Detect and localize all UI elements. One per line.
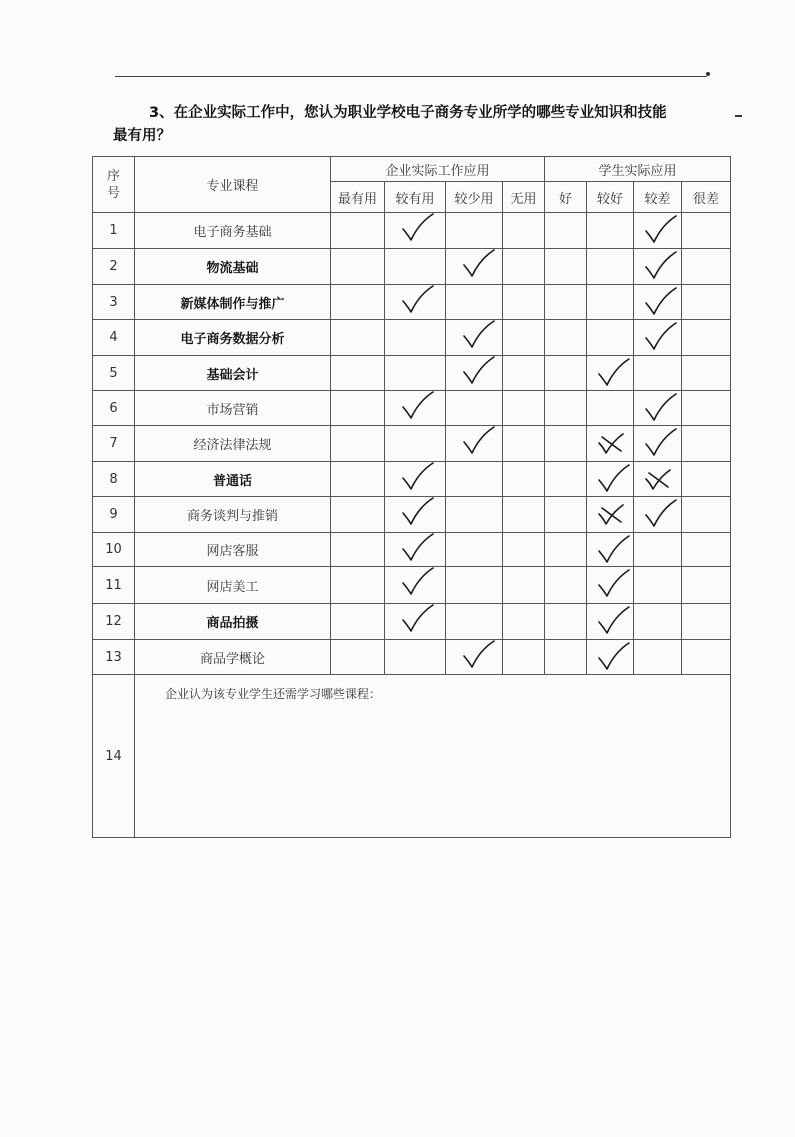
check-mark-icon: [642, 393, 682, 423]
check-mark-icon: [642, 428, 682, 458]
student-cell: [634, 356, 682, 391]
col-header-very-poor: 很差: [682, 182, 731, 213]
student-cell: [682, 249, 731, 285]
student-cell: [587, 356, 634, 391]
enterprise-cell: [446, 356, 503, 391]
enterprise-cell: [446, 285, 503, 320]
student-cell: [545, 320, 587, 356]
check-mark-icon: [642, 322, 682, 352]
row-number: 5: [93, 356, 135, 391]
course-name: 电子商务基础: [135, 213, 331, 249]
check-mark-icon: [595, 464, 635, 494]
check-mark-icon: [595, 358, 635, 388]
student-cell: [587, 533, 634, 567]
row-number: 13: [93, 640, 135, 675]
student-cell: [545, 497, 587, 533]
student-cell: [634, 249, 682, 285]
course-name: 物流基础: [135, 249, 331, 285]
table-row: [93, 213, 731, 249]
student-cell: [545, 249, 587, 285]
enterprise-cell: [331, 213, 385, 249]
col-header-fairly-useful: 较有用: [385, 182, 446, 213]
enterprise-cell: [503, 604, 545, 640]
question-line-2: 最有用？: [113, 128, 171, 144]
enterprise-cell: [503, 213, 545, 249]
student-cell: [545, 356, 587, 391]
row-number: 1: [93, 213, 135, 249]
enterprise-cell: [503, 356, 545, 391]
table-row: [93, 533, 731, 567]
student-cell: [634, 604, 682, 640]
check-mark-icon: [595, 606, 635, 636]
student-cell: [634, 391, 682, 426]
enterprise-cell: [385, 497, 446, 533]
col-header-fairly-poor: 较差: [634, 182, 682, 213]
table-row: [93, 249, 731, 285]
check-mark-icon: [399, 533, 439, 563]
check-mark-icon: [595, 569, 635, 599]
student-cell: [545, 426, 587, 462]
course-name: 市场营销: [135, 391, 331, 426]
student-cell: [587, 249, 634, 285]
row-number: 9: [93, 497, 135, 533]
course-survey-table: [92, 156, 731, 838]
enterprise-cell: [503, 533, 545, 567]
enterprise-cell: [446, 640, 503, 675]
check-mark-icon: [399, 497, 439, 527]
enterprise-cell: [331, 320, 385, 356]
question-text: [113, 102, 733, 148]
check-mark-icon: [399, 462, 439, 492]
student-cell: [587, 567, 634, 604]
enterprise-cell: [385, 567, 446, 604]
check-mark-icon: [595, 642, 635, 672]
enterprise-cell: [446, 462, 503, 497]
row-number: 4: [93, 320, 135, 356]
enterprise-cell: [385, 640, 446, 675]
enterprise-cell: [331, 567, 385, 604]
col-header-useless: 无用: [503, 182, 545, 213]
col-header-less-used: 较少用: [446, 182, 503, 213]
enterprise-cell: [331, 604, 385, 640]
top-dot-mark: [706, 72, 710, 76]
seq-header-text: 序号: [106, 168, 120, 201]
table-row: [93, 462, 731, 497]
student-cell: [634, 497, 682, 533]
student-cell: [545, 567, 587, 604]
additional-courses-cell: [135, 675, 731, 838]
enterprise-cell: [331, 391, 385, 426]
enterprise-cell: [503, 462, 545, 497]
student-cell: [634, 533, 682, 567]
crossed-out-check-icon: [640, 465, 680, 495]
enterprise-cell: [331, 249, 385, 285]
student-cell: [587, 320, 634, 356]
student-cell: [634, 640, 682, 675]
student-cell: [587, 604, 634, 640]
course-name: 电子商务数据分析: [135, 320, 331, 356]
student-cell: [682, 426, 731, 462]
col-header-most-useful: 最有用: [331, 182, 385, 213]
enterprise-cell: [331, 285, 385, 320]
header-row-1: [93, 157, 731, 182]
student-cell: [634, 285, 682, 320]
course-name: 商品学概论: [135, 640, 331, 675]
student-cell: [682, 356, 731, 391]
enterprise-cell: [503, 426, 545, 462]
student-cell: [545, 604, 587, 640]
student-cell: [634, 213, 682, 249]
course-name: 网店客服: [135, 533, 331, 567]
row-number: 11: [93, 567, 135, 604]
enterprise-cell: [385, 533, 446, 567]
enterprise-cell: [446, 533, 503, 567]
course-name: 基础会计: [135, 356, 331, 391]
table-row-additional-courses: [93, 675, 731, 838]
crossed-out-check-icon: [593, 429, 633, 459]
student-cell: [682, 213, 731, 249]
student-cell: [545, 640, 587, 675]
student-cell: [682, 462, 731, 497]
table-row: [93, 391, 731, 426]
course-name: 商务谈判与推销: [135, 497, 331, 533]
table-row: [93, 320, 731, 356]
student-cell: [634, 320, 682, 356]
check-mark-icon: [460, 249, 500, 279]
row-number: 3: [93, 285, 135, 320]
question-line-1: 3、在企业实际工作中，您认为职业学校电子商务专业所学的哪些专业知识和技能: [149, 105, 667, 121]
student-cell: [587, 285, 634, 320]
check-mark-icon: [399, 213, 439, 243]
table-row: [93, 497, 731, 533]
enterprise-cell: [331, 462, 385, 497]
student-cell: [682, 604, 731, 640]
student-cell: [545, 462, 587, 497]
enterprise-group-header: 企业实际工作应用: [331, 157, 545, 182]
enterprise-cell: [385, 356, 446, 391]
student-cell: [587, 497, 634, 533]
student-cell: [634, 462, 682, 497]
check-mark-icon: [595, 535, 635, 565]
col-header-good: 好: [545, 182, 587, 213]
enterprise-cell: [446, 320, 503, 356]
course-name: 商品拍摄: [135, 604, 331, 640]
student-cell: [587, 462, 634, 497]
student-cell: [682, 285, 731, 320]
course-name: 网店美工: [135, 567, 331, 604]
row-number: 12: [93, 604, 135, 640]
student-cell: [545, 391, 587, 426]
check-mark-icon: [642, 499, 682, 529]
student-cell: [587, 213, 634, 249]
enterprise-cell: [385, 604, 446, 640]
table-row: [93, 567, 731, 604]
row-number: 8: [93, 462, 135, 497]
col-header-fairly-good: 较好: [587, 182, 634, 213]
row-number: 6: [93, 391, 135, 426]
enterprise-cell: [385, 391, 446, 426]
enterprise-cell: [446, 249, 503, 285]
enterprise-cell: [331, 426, 385, 462]
enterprise-cell: [503, 320, 545, 356]
check-mark-icon: [399, 285, 439, 315]
enterprise-cell: [446, 426, 503, 462]
margin-dash-mark: [735, 115, 742, 117]
additional-courses-label: 企业认为该专业学生还需学习哪些课程：: [165, 687, 382, 701]
enterprise-cell: [331, 497, 385, 533]
table-row: [93, 640, 731, 675]
row-number: 10: [93, 533, 135, 567]
table-row: [93, 285, 731, 320]
check-mark-icon: [460, 320, 500, 350]
enterprise-cell: [331, 533, 385, 567]
enterprise-cell: [503, 249, 545, 285]
row-number: 2: [93, 249, 135, 285]
course-name: 新媒体制作与推广: [135, 285, 331, 320]
table-row: [93, 604, 731, 640]
student-cell: [682, 640, 731, 675]
student-cell: [634, 426, 682, 462]
enterprise-cell: [446, 213, 503, 249]
student-cell: [682, 497, 731, 533]
student-cell: [545, 213, 587, 249]
check-mark-icon: [460, 356, 500, 386]
check-mark-icon: [460, 640, 500, 670]
enterprise-cell: [503, 391, 545, 426]
check-mark-icon: [399, 604, 439, 634]
student-cell: [545, 285, 587, 320]
check-mark-icon: [460, 426, 500, 456]
top-rule: [115, 76, 707, 77]
student-cell: [634, 567, 682, 604]
enterprise-cell: [446, 497, 503, 533]
student-cell: [545, 533, 587, 567]
student-cell: [587, 426, 634, 462]
student-cell: [682, 567, 731, 604]
table-row: [93, 356, 731, 391]
student-cell: [682, 320, 731, 356]
seq-header: [93, 157, 135, 213]
enterprise-cell: [503, 285, 545, 320]
student-group-header: 学生实际应用: [545, 157, 731, 182]
enterprise-cell: [446, 604, 503, 640]
student-cell: [587, 391, 634, 426]
row-number: 14: [93, 675, 135, 838]
student-cell: [682, 391, 731, 426]
enterprise-cell: [385, 462, 446, 497]
enterprise-cell: [446, 567, 503, 604]
check-mark-icon: [399, 567, 439, 597]
enterprise-cell: [331, 356, 385, 391]
check-mark-icon: [642, 251, 682, 281]
enterprise-cell: [385, 213, 446, 249]
enterprise-cell: [385, 320, 446, 356]
enterprise-cell: [385, 426, 446, 462]
enterprise-cell: [385, 285, 446, 320]
student-cell: [682, 533, 731, 567]
enterprise-cell: [446, 391, 503, 426]
enterprise-cell: [503, 640, 545, 675]
course-header: 专业课程: [135, 157, 331, 213]
course-name: 普通话: [135, 462, 331, 497]
enterprise-cell: [331, 640, 385, 675]
crossed-out-check-icon: [593, 500, 633, 530]
row-number: 7: [93, 426, 135, 462]
enterprise-cell: [503, 567, 545, 604]
check-mark-icon: [399, 391, 439, 421]
student-cell: [587, 640, 634, 675]
enterprise-cell: [503, 497, 545, 533]
check-mark-icon: [642, 287, 682, 317]
course-name: 经济法律法规: [135, 426, 331, 462]
check-mark-icon: [642, 215, 682, 245]
table-row: [93, 426, 731, 462]
enterprise-cell: [385, 249, 446, 285]
